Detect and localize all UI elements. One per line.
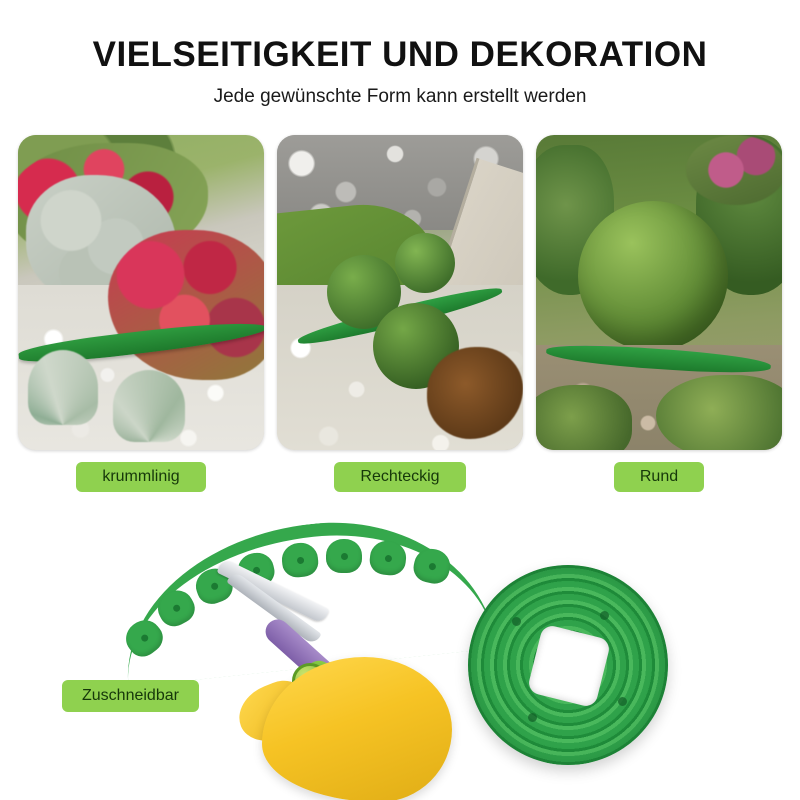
page-subtitle: Jede gewünschte Form kann erstellt werden <box>213 86 587 107</box>
garden-photo-round <box>536 135 782 450</box>
caption-slot <box>536 462 782 492</box>
low-conifer-left <box>536 385 632 450</box>
garden-photo-curved <box>18 135 264 450</box>
roll-hole-dot <box>512 617 521 626</box>
caption-pill-zuschneidbar: Zuschneidbar <box>62 680 199 712</box>
box-ball-shrub-large <box>578 201 728 351</box>
caption-slot <box>18 462 264 492</box>
page-title: VIELSEITIGKEIT UND DEKORATION <box>92 35 708 74</box>
photo-card-rechteckig <box>277 135 523 450</box>
ornamental-grass-tuft <box>28 350 98 425</box>
caption-slot <box>277 462 523 492</box>
caption-row <box>18 462 782 492</box>
caption-pill-rechteckig: Rechteckig <box>334 462 465 492</box>
caption-pill-krummlinig: krummlinig <box>76 462 205 492</box>
box-ball-shrub <box>395 233 455 293</box>
photo-card-krummlinig <box>18 135 264 450</box>
garden-photo-rectangular <box>277 135 523 450</box>
caption-pill-rund: Rund <box>614 462 704 492</box>
product-photo <box>0 505 800 800</box>
yellow-work-glove <box>262 657 452 800</box>
photo-card-rund <box>536 135 782 450</box>
scallop-flower <box>326 539 362 573</box>
pink-flowering-plant <box>686 135 782 205</box>
roll-hole-dot <box>600 611 609 620</box>
ornamental-grass-tuft <box>113 370 185 442</box>
photo-card-row <box>18 135 782 455</box>
roll-hole-dot <box>528 713 537 722</box>
roll-hole-dot <box>618 697 627 706</box>
low-conifer-right <box>656 375 782 450</box>
